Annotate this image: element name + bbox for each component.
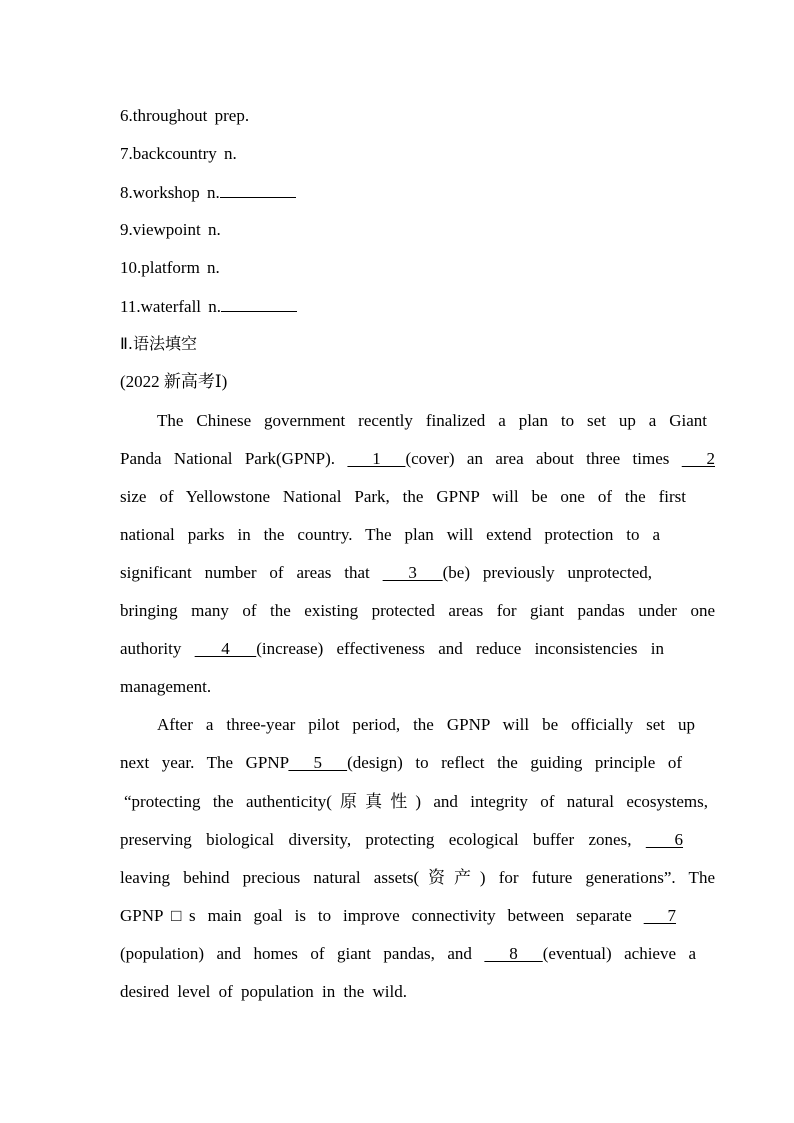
passage-text: Panda National Park(GPNP). (120, 449, 348, 468)
passage-line (157, 715, 695, 735)
blank-3[interactable]: 3 (382, 563, 443, 582)
vocab-text: 11.waterfall n. (120, 297, 222, 316)
blank-1[interactable]: 1 (347, 449, 406, 468)
passage-text: (cover) an area about three times (405, 449, 682, 468)
vocab-text: 7.backcountry n. (120, 144, 237, 163)
vocab-item-6 (120, 106, 249, 126)
passage-text: “protecting the authenticity(原真性) and integrity of natural ecosystems, (124, 792, 708, 811)
passage-line (120, 525, 660, 545)
passage-text: management. (120, 677, 212, 696)
passage-text: leaving behind precious natural assets(资产) for future generations”. The (120, 868, 715, 887)
passage-text: (population) and homes of giant pandas, and (120, 944, 485, 963)
vocab-item-7 (120, 144, 237, 164)
passage-text: (eventual) achieve a (542, 944, 697, 963)
vocab-text: 8.workshop n. (120, 183, 220, 202)
section-source (120, 372, 227, 392)
section-heading: Ⅱ.语法填空 (120, 334, 197, 353)
passage-line (120, 563, 652, 583)
passage-line (120, 982, 407, 1002)
passage-line (120, 906, 676, 926)
vocab-text: 9.viewpoint n. (120, 220, 221, 239)
passage-line (120, 830, 683, 850)
blank-7[interactable]: 7 (643, 906, 677, 925)
passage-text: desired level of population in the wild. (120, 982, 407, 1001)
passage-text: GPNP□s main goal is to improve connectivity between separate (120, 906, 644, 925)
answer-blank[interactable] (220, 182, 296, 198)
vocab-item-9 (120, 220, 221, 240)
blank-5[interactable]: 5 (288, 753, 348, 772)
passage-text: size of Yellowstone National Park, the GPNP will be one of the first (120, 487, 686, 506)
blank-4[interactable]: 4 (194, 639, 257, 658)
blank-8[interactable]: 8 (484, 944, 543, 963)
passage-text: authority (120, 639, 195, 658)
source-text: (2022 新高考Ⅰ) (120, 372, 228, 391)
blank-2[interactable]: 2 (681, 449, 716, 468)
vocab-text: 10.platform n. (120, 258, 220, 277)
vocab-text: 6.throughout prep. (120, 106, 250, 125)
passage-text: preserving biological diversity, protecting ecological buffer zones, (120, 830, 646, 849)
passage-text: (be) previously unprotected, (442, 563, 652, 582)
passage-text: The Chinese government recently finalized a plan to set up a Giant (157, 411, 707, 430)
passage-line (120, 944, 696, 964)
passage-line (120, 601, 715, 621)
passage-text: After a three-year pilot period, the GPNP will be officially set up (157, 715, 695, 734)
passage-text: next year. The GPNP (120, 753, 289, 772)
vocab-item-8 (120, 182, 296, 202)
answer-blank[interactable] (221, 296, 297, 312)
passage-text: (design) to reflect the guiding principle of (347, 753, 683, 772)
passage-text: national parks in the country. The plan will extend protection to a (120, 525, 660, 544)
passage-text: significant number of areas that (120, 563, 383, 582)
blank-6[interactable]: 6 (645, 830, 684, 849)
passage-line (120, 639, 664, 659)
passage-text: bringing many of the existing protected areas for giant pandas under one (120, 601, 715, 620)
passage-line (120, 868, 715, 888)
passage-line (120, 677, 211, 697)
passage-line (120, 449, 715, 469)
passage-line (120, 753, 682, 773)
vocab-item-11 (120, 296, 297, 316)
passage-line (124, 792, 708, 812)
vocab-item-10 (120, 258, 220, 278)
passage-text: (increase) effectiveness and reduce inconsistencies in (256, 639, 664, 658)
passage-line (157, 411, 707, 431)
passage-line (120, 487, 686, 507)
